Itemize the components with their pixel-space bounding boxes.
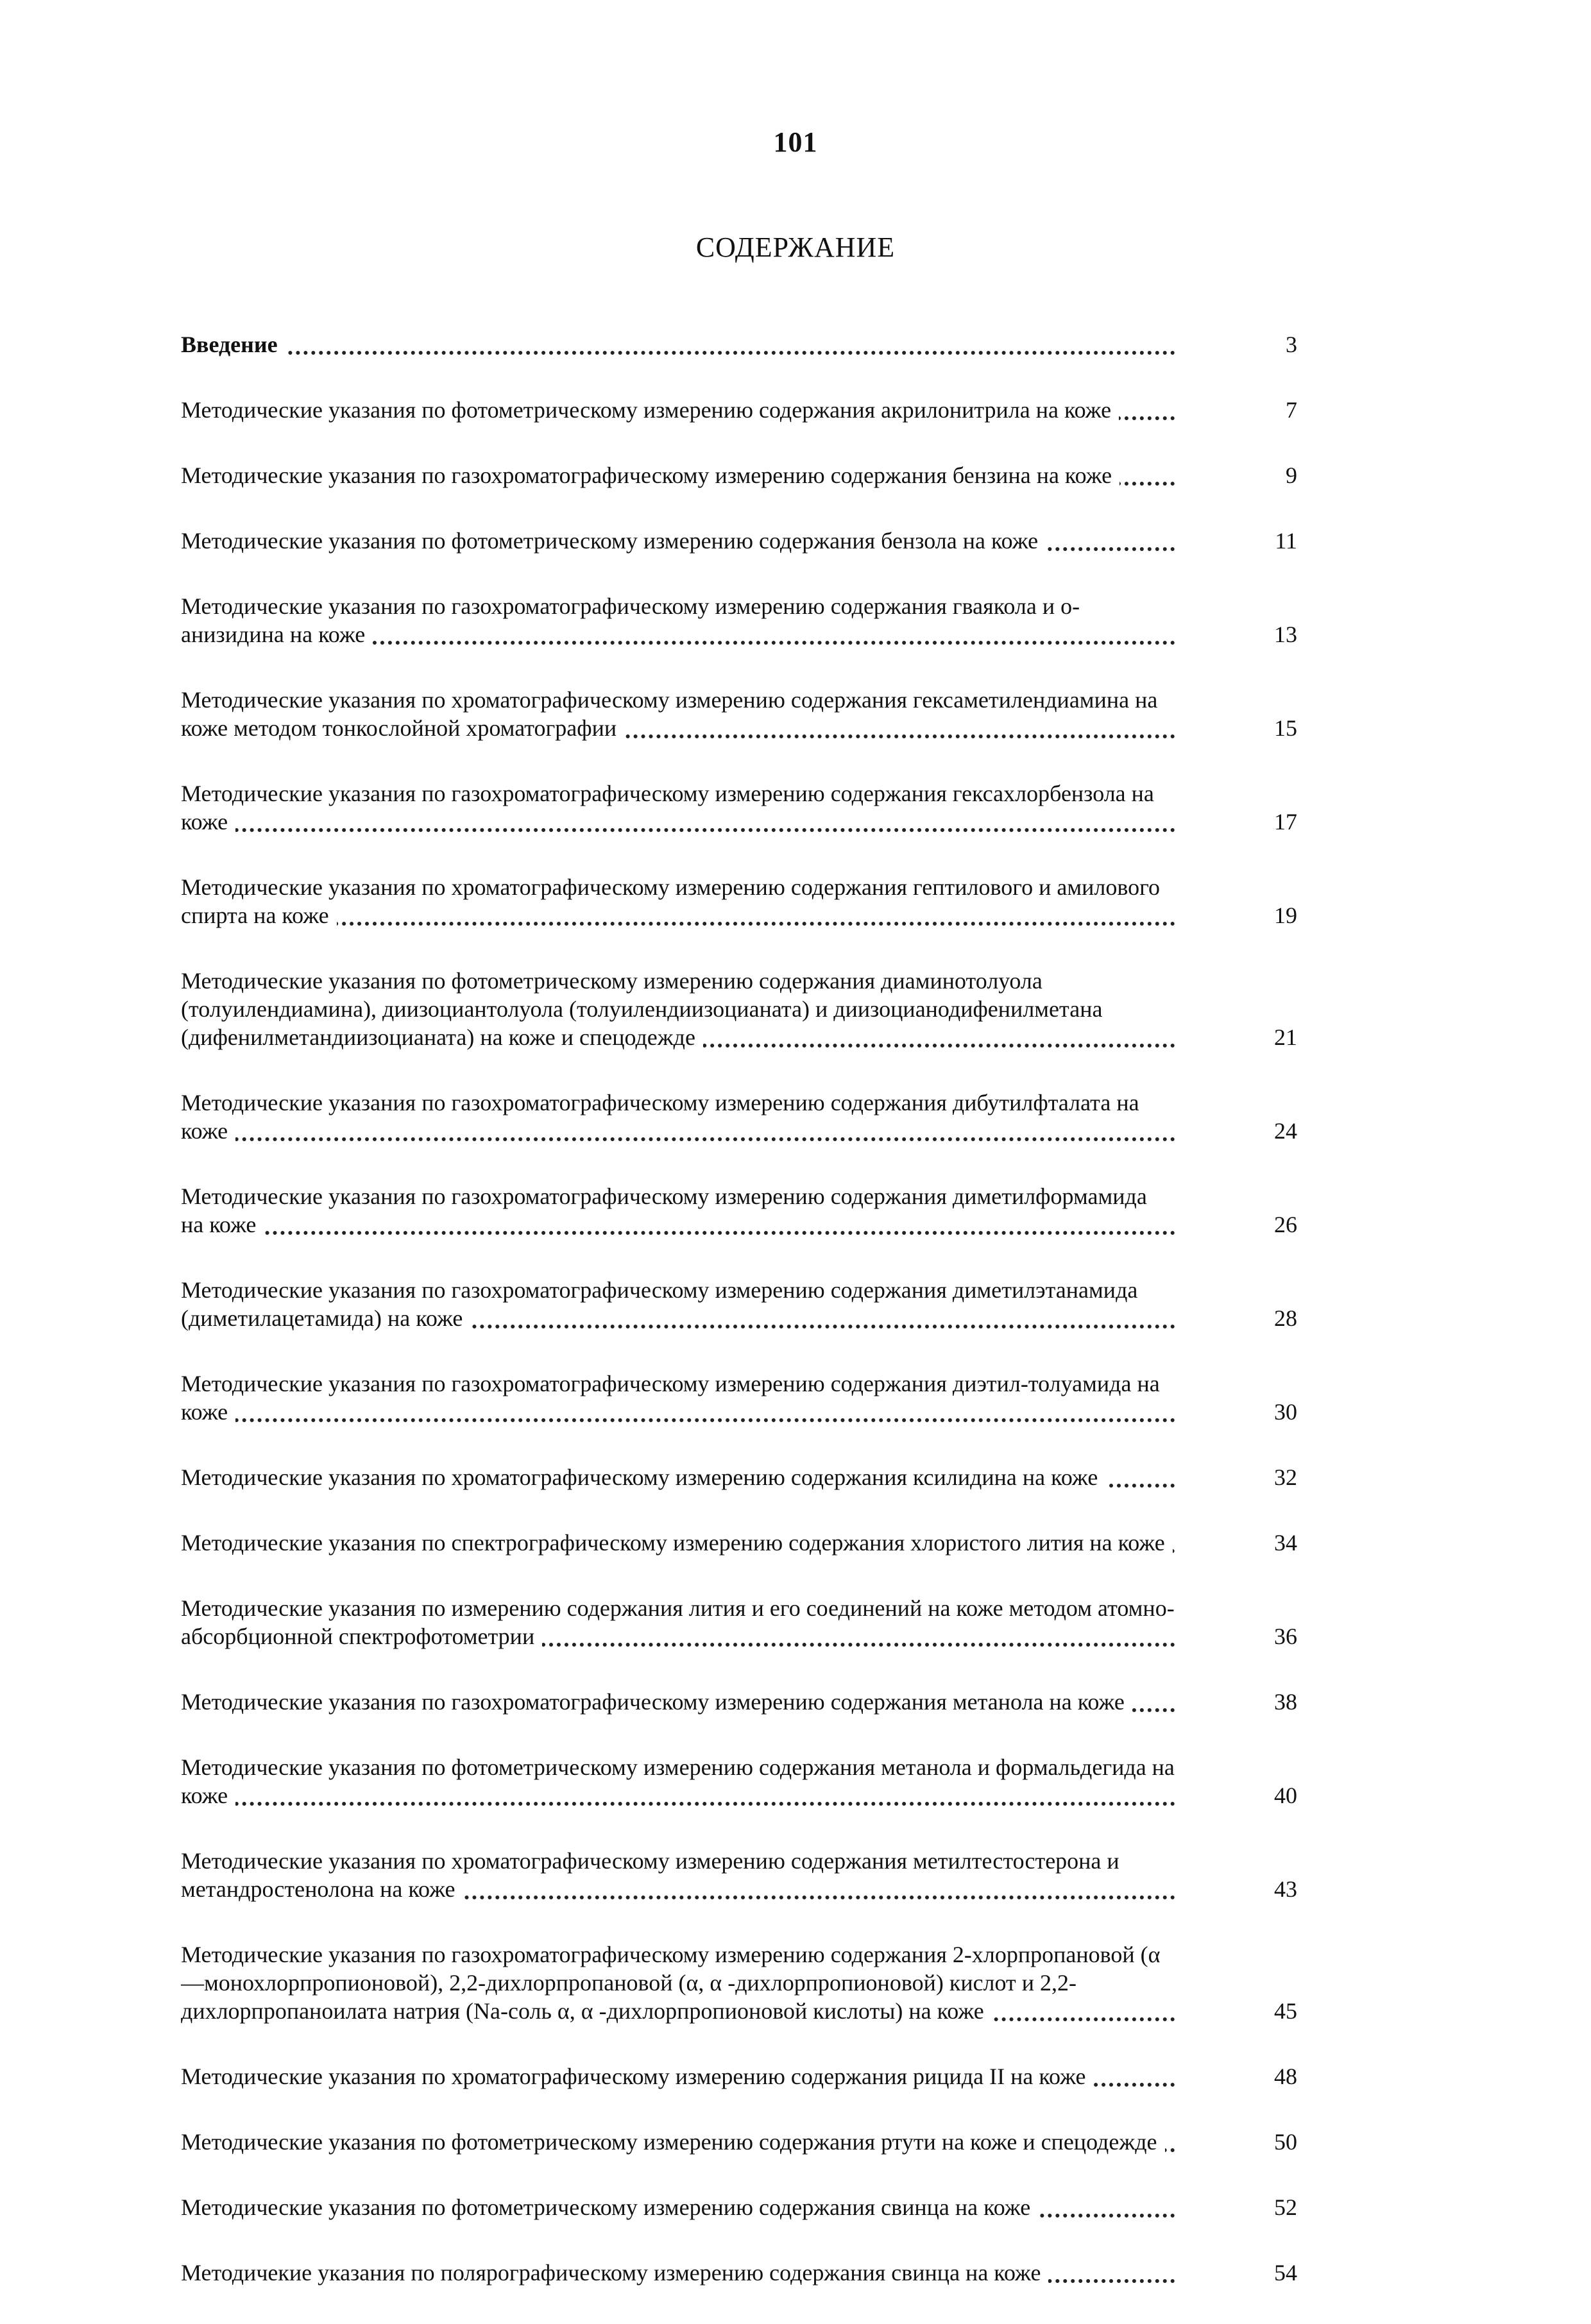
toc-entry-page-number: 32 — [1274, 1464, 1297, 1490]
toc-entry-row — [181, 1847, 1393, 1903]
toc-entry-row — [181, 686, 1393, 742]
toc-entry-row — [181, 1529, 1393, 1557]
toc-entry-row — [181, 1594, 1393, 1650]
toc-entry-title: Методические указания по измерению содержания лития и его соединений на коже методом атомно-абсорбционной спектрофотометрии — [181, 1595, 1175, 1649]
toc-entry — [181, 2062, 1393, 2091]
page-number: 101 — [773, 126, 818, 158]
toc-entry — [181, 1847, 1393, 1903]
toc-entry-page-number: 7 — [1286, 397, 1297, 423]
toc-entry-row — [181, 779, 1393, 836]
toc-entry-row — [181, 967, 1393, 1051]
toc-entry-row — [181, 2062, 1393, 2091]
toc-entry — [181, 1182, 1393, 1239]
toc-entry — [181, 1089, 1393, 1145]
toc-entry-page-number: 13 — [1274, 622, 1297, 647]
toc-entry-page-number: 40 — [1274, 1783, 1297, 1808]
toc-list — [181, 330, 1393, 2324]
toc-entry-text — [181, 1688, 1175, 1716]
toc-entry — [181, 396, 1393, 424]
toc-entry-page-number: 19 — [1274, 903, 1297, 928]
toc-entry-title: Методичекие указания по полярографическому измерению содержания свинца на коже — [181, 2260, 1048, 2286]
toc-entry-title: Методические указания по фотометрическому измерению содержания ртути на коже и спецодежде — [181, 2129, 1165, 2155]
toc-entry-row — [181, 1370, 1393, 1426]
toc-entry-row — [181, 1753, 1393, 1810]
toc-entry-row — [181, 2128, 1393, 2156]
toc-entry — [181, 1370, 1393, 1426]
toc-entry-page-number: 21 — [1274, 1024, 1297, 1050]
toc-title: СОДЕРЖАНИЕ — [695, 232, 896, 263]
toc-entry — [181, 1594, 1393, 1650]
toc-entry-title: Методические указания по газохроматографическому измерению содержания метанола на коже — [181, 1689, 1132, 1715]
toc-entry — [181, 1276, 1393, 1332]
toc-entry-page-number: 50 — [1274, 2129, 1297, 2155]
toc-entry-text — [181, 1182, 1175, 1239]
dot-leader — [181, 1802, 1175, 1806]
toc-entry-text — [181, 1463, 1175, 1491]
toc-entry-text — [181, 1370, 1175, 1426]
toc-entry-page-number: 45 — [1274, 1998, 1297, 2024]
toc-entry-title: Методические указания по фотометрическому измерению содержания бензола на коже — [181, 528, 1046, 554]
toc-entry-page-number: 38 — [1274, 1689, 1297, 1715]
toc-entry — [181, 2128, 1393, 2156]
toc-entry-title: Методические указания по газохроматографическому измерению содержания диметилформамида на коже — [181, 1183, 1147, 1237]
toc-entry-page-number: 15 — [1274, 715, 1297, 741]
toc-entry-row — [181, 461, 1393, 489]
toc-entry-text — [181, 1089, 1175, 1145]
toc-entry-text — [181, 2259, 1175, 2287]
toc-entry — [181, 967, 1393, 1051]
toc-entry-row — [181, 1463, 1393, 1491]
toc-entry-title: Методические указания по фотометрическому измерению содержания свинца на коже — [181, 2194, 1038, 2220]
toc-entry-row — [181, 396, 1393, 424]
toc-entry-title: Методические указания по фотометрическому измерению содержания диаминотолуола (толуилендиамина), диизоциантолуола (толуилендиизоцианата) и диизоцианодифенилметана (дифенилметандиизоцианата) на коже и спецодежде — [181, 968, 1103, 1050]
toc-entry-title: Методические указания по хроматографическому измерению содержания метилтестостерона и метандростенолона на коже — [181, 1848, 1119, 1902]
toc-entry — [181, 592, 1393, 649]
toc-entry-text — [181, 779, 1175, 836]
toc-entry-row — [181, 1182, 1393, 1239]
toc-entry-text — [181, 2062, 1175, 2091]
toc-entry — [181, 2193, 1393, 2221]
toc-entry-text — [181, 527, 1175, 555]
toc-entry-text — [181, 330, 1175, 359]
toc-entry-title: Методические указания по газохроматографическому измерению содержания диэтил-толуамида на коже — [181, 1371, 1160, 1425]
toc-entry — [181, 1688, 1393, 1716]
dot-leader — [181, 1137, 1175, 1141]
toc-entry-text — [181, 967, 1175, 1051]
dot-leader — [181, 1418, 1175, 1422]
toc-entry-page-number: 36 — [1274, 1624, 1297, 1649]
toc-entry-title: Методические указания по газохроматографическому измерению содержания 2-хлорпропановой (α—монохлорпропионовой), 2,2-дихлорпропановой (α, α -дихлорпропионовой) кислот и 2,2-дихлорпропаноилата натрия (Na-соль α, α -дихлорпропионовой кислоты) на коже — [181, 1942, 1161, 2024]
toc-entry-page-number: 48 — [1274, 2064, 1297, 2089]
toc-entry-row — [181, 2193, 1393, 2221]
toc-entry — [181, 330, 1393, 359]
toc-entry-text — [181, 1753, 1175, 1810]
toc-entry-row — [181, 2259, 1393, 2287]
toc-entry-page-number: 9 — [1286, 462, 1297, 488]
toc-entry-page-number: 26 — [1274, 1212, 1297, 1237]
toc-entry-text — [181, 1276, 1175, 1332]
toc-entry — [181, 2259, 1393, 2287]
toc-entry-page-number: 43 — [1274, 1876, 1297, 1902]
dot-leader — [181, 351, 1175, 355]
toc-entry-row — [181, 527, 1393, 555]
toc-entry — [181, 1529, 1393, 1557]
toc-entry-page-number: 52 — [1274, 2194, 1297, 2220]
toc-entry-text — [181, 2128, 1175, 2156]
toc-entry-page-number: 30 — [1274, 1399, 1297, 1425]
toc-entry-text — [181, 1847, 1175, 1903]
toc-entry — [181, 873, 1393, 929]
toc-entry-row — [181, 1940, 1393, 2025]
toc-entry-page-number: 17 — [1274, 809, 1297, 835]
toc-entry-page-number: 11 — [1275, 528, 1297, 554]
toc-entry-title: Методические указания по газохроматографическому измерению содержания диметилэтанамида (диметилацетамида) на коже — [181, 1277, 1138, 1331]
toc-entry-page-number: 28 — [1274, 1305, 1297, 1331]
toc-entry — [181, 686, 1393, 742]
toc-entry-text — [181, 686, 1175, 742]
toc-entry-title: Методические указания по фотометрическому измерению содержания акрилонитрила на коже — [181, 397, 1119, 423]
toc-entry-title: Методические указания по газохроматографическому измерению содержания гексахлорбензола на коже — [181, 781, 1154, 835]
toc-entry-page-number: 24 — [1274, 1118, 1297, 1144]
toc-entry-page-number: 54 — [1274, 2260, 1297, 2286]
toc-entry-text — [181, 1529, 1175, 1557]
toc-entry-text — [181, 2193, 1175, 2221]
toc-entry-title: Методические указания по хроматографическому измерению содержания гексаметилендиамина на коже методом тонкослойной хроматографии — [181, 687, 1158, 741]
toc-entry-title: Методические указания по хроматографическому измерению содержания рицида II на коже — [181, 2064, 1093, 2089]
toc-entry — [181, 1940, 1393, 2025]
toc-entry — [181, 527, 1393, 555]
dot-leader — [181, 1231, 1175, 1235]
toc-entry-row — [181, 1089, 1393, 1145]
toc-entry-row — [181, 1276, 1393, 1332]
toc-entry-row — [181, 873, 1393, 929]
toc-entry-text — [181, 461, 1175, 489]
toc-entry-text — [181, 1940, 1175, 2025]
toc-entry-text — [181, 396, 1175, 424]
toc-entry — [181, 1753, 1393, 1810]
toc-entry-text — [181, 1594, 1175, 1650]
toc-entry-page-number: 34 — [1274, 1530, 1297, 1556]
toc-entry-title: Методические указания по газохроматографическому измерению содержания дибутилфталата на коже — [181, 1090, 1139, 1144]
toc-entry — [181, 779, 1393, 836]
toc-entry — [181, 1463, 1393, 1491]
toc-entry-page-number: 3 — [1286, 332, 1297, 357]
toc-entry-title: Методические указания по газохроматографическому измерению содержания гваякола и о-анизидина на коже — [181, 593, 1080, 647]
toc-entry-title: Методические указания по хроматографическому измерению содержания гептилового и амилового спирта на коже — [181, 874, 1161, 928]
toc-entry-text — [181, 873, 1175, 929]
toc-entry-row — [181, 592, 1393, 649]
toc-entry-title: Введение — [181, 332, 285, 357]
toc-entry-title: Методические указания по хроматографическому измерению содержания ксилидина на коже — [181, 1464, 1105, 1490]
toc-entry-title: Методические указания по спектрографическому измерению содержания хлористого лития на коже — [181, 1530, 1173, 1556]
toc-entry-title: Методические указания по фотометрическому измерению содержания метанола и формальдегида на коже — [181, 1754, 1175, 1808]
toc-entry — [181, 461, 1393, 489]
dot-leader — [181, 828, 1175, 832]
toc-entry-row — [181, 1688, 1393, 1716]
toc-entry-text — [181, 592, 1175, 649]
toc-entry-row — [181, 330, 1393, 359]
toc-entry-title: Методические указания по газохроматографическому измерению содержания бензина на коже — [181, 462, 1119, 488]
